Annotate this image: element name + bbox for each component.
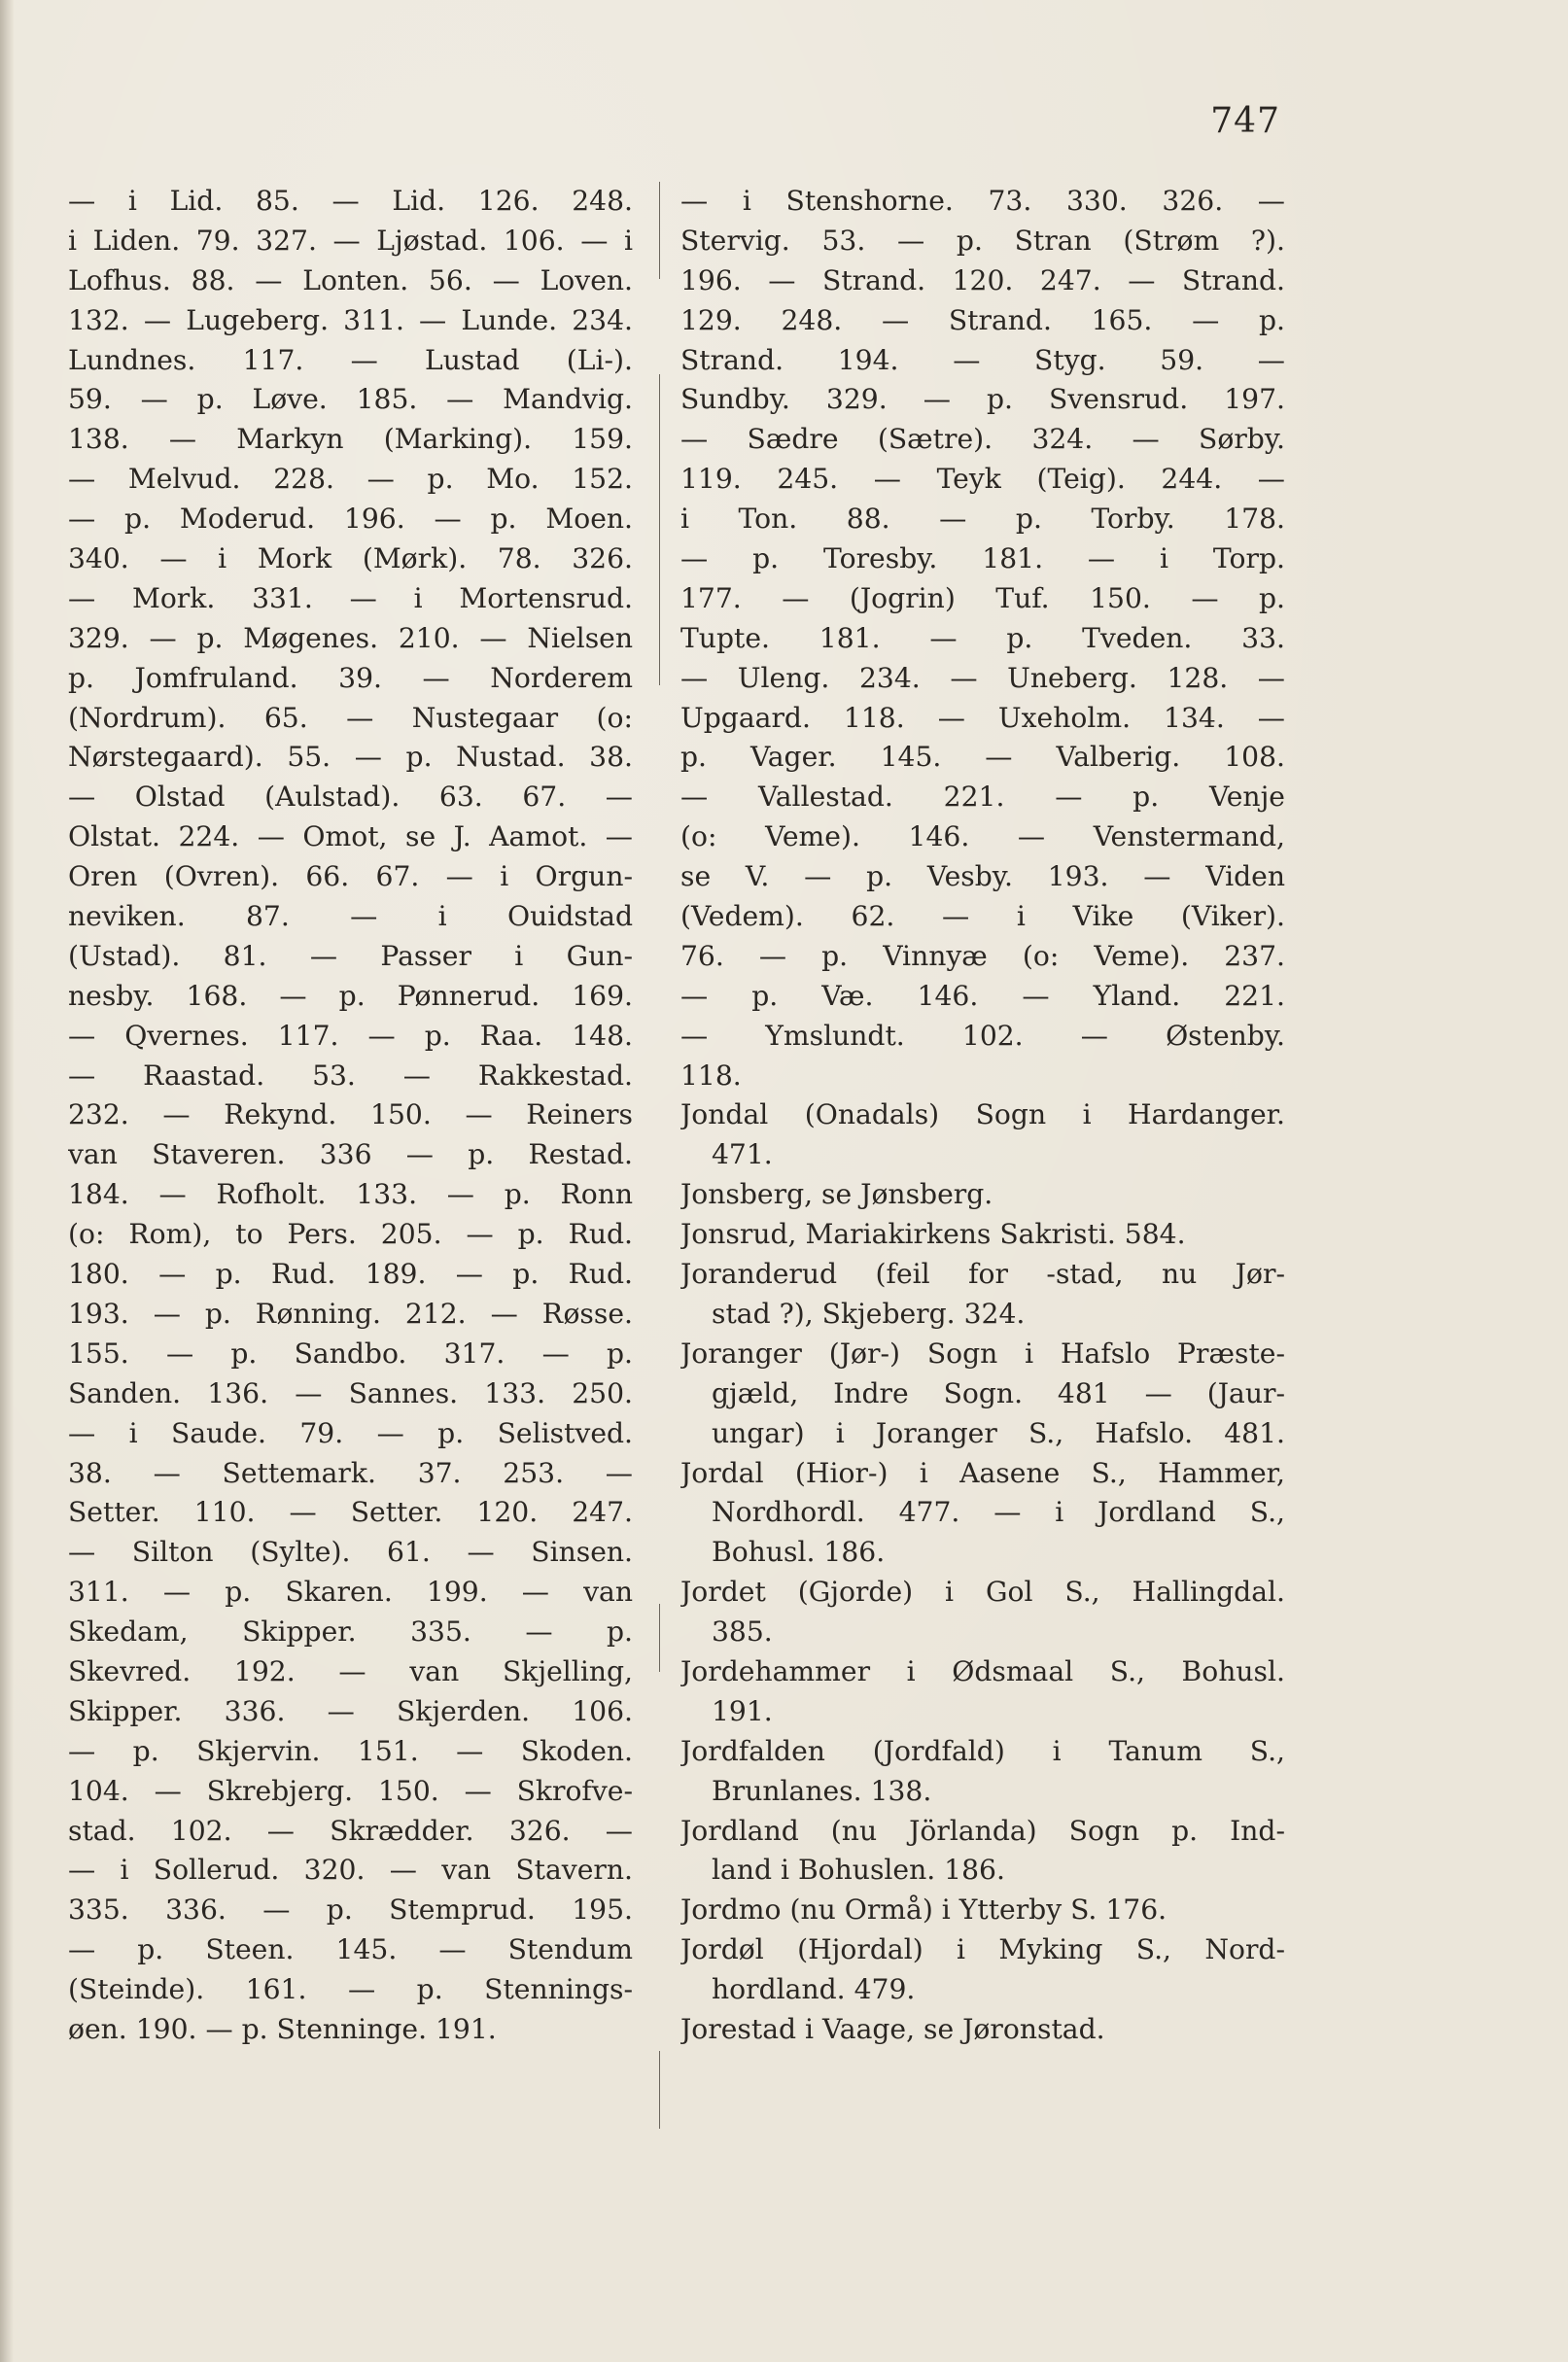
index-line: 104. — Skrebjerg. 150. — Skrofve- (68, 1774, 633, 1807)
index-line: — p. Skjervin. 151. — Skoden. (68, 1734, 633, 1767)
index-line: 138. — Markyn (Marking). 159. (68, 423, 633, 456)
index-line: — p. Steen. 145. — Stendum (68, 1933, 633, 1966)
index-line: Tupte. 181. — p. Tveden. 33. (680, 621, 1285, 654)
index-line: Upgaard. 118. — Uxeholm. 134. — (680, 701, 1285, 734)
index-line: — Raastad. 53. — Rakkestad. (68, 1059, 633, 1092)
index-line: — i Sollerud. 320. — van Stavern. (68, 1854, 633, 1887)
index-line: p. Jomfruland. 39. — Norderem (68, 661, 633, 694)
index-line: hordland. 479. (712, 1973, 916, 2006)
index-line: 191. (712, 1694, 773, 1727)
right-column (680, 182, 1285, 2050)
index-line: Skevred. 192. — van Skjelling, (68, 1654, 633, 1687)
index-line: 118. (680, 1059, 742, 1092)
index-line: nesby. 168. — p. Pønnerud. 169. (68, 979, 633, 1012)
index-line: Nordhordl. 477. — i Jordland S., (712, 1496, 1285, 1529)
index-line: 335. 336. — p. Stemprud. 195. (68, 1893, 633, 1927)
index-line: — i Saude. 79. — p. Selistved. (68, 1416, 633, 1449)
column-rule (659, 182, 660, 279)
index-line: (Steinde). 161. — p. Stennings- (68, 1973, 633, 2006)
index-line: 155. — p. Sandbo. 317. — p. (68, 1337, 633, 1370)
index-line: — Ymslundt. 102. — Østenby. (680, 1019, 1285, 1052)
index-line: 329. — p. Møgenes. 210. — Nielsen (68, 621, 633, 654)
index-line: 196. — Strand. 120. 247. — Strand. (680, 263, 1285, 296)
index-line: Sanden. 136. — Sannes. 133. 250. (68, 1376, 633, 1409)
index-line: 132. — Lugeberg. 311. — Lunde. 234. (68, 303, 633, 336)
column-rule (659, 1604, 660, 1672)
index-line: Jordland (nu Jörlanda) Sogn p. Ind- (680, 1814, 1285, 1847)
index-line: 76. — p. Vinnyæ (o: Veme). 237. (680, 939, 1285, 972)
index-line: Stervig. 53. — p. Stran (Strøm ?). (680, 224, 1285, 257)
index-line: øen. 190. — p. Stenninge. 191. (68, 2012, 497, 2045)
index-line: 311. — p. Skaren. 199. — van (68, 1576, 633, 1609)
index-line: — Sædre (Sætre). 324. — Sørby. (680, 423, 1285, 456)
index-line: (Nordrum). 65. — Nustegaar (o: (68, 701, 633, 734)
index-line: Sundby. 329. — p. Svensrud. 197. (680, 383, 1285, 416)
index-line: — p. Moderud. 196. — p. Moen. (68, 503, 633, 536)
index-line: Jordet (Gjorde) i Gol S., Hallingdal. (680, 1576, 1285, 1609)
index-line: — i Stenshorne. 73. 330. 326. — (680, 185, 1285, 217)
index-line: 471. (712, 1138, 773, 1171)
index-line: p. Vager. 145. — Valberig. 108. (680, 741, 1285, 774)
index-line: Joranger (Jør-) Sogn i Hafslo Præste- (680, 1337, 1285, 1370)
index-line: — Uleng. 234. — Uneberg. 128. — (680, 661, 1285, 694)
index-line: Nørstegaard). 55. — p. Nustad. 38. (68, 741, 633, 774)
index-line: stad. 102. — Skrædder. 326. — (68, 1814, 633, 1847)
index-line: Olstat. 224. — Omot, se J. Aamot. — (68, 820, 633, 853)
index-line: Skipper. 336. — Skjerden. 106. (68, 1694, 633, 1727)
index-line: Jordehammer i Ødsmaal S., Bohusl. (680, 1654, 1285, 1687)
index-line: — Mork. 331. — i Mortensrud. (68, 581, 633, 614)
index-line: Jondal (Onadals) Sogn i Hardanger. (680, 1098, 1285, 1131)
index-line: Lundnes. 117. — Lustad (Li-). (68, 343, 633, 376)
index-line: Strand. 194. — Styg. 59. — (680, 343, 1285, 376)
index-line: ungar) i Joranger S., Hafslo. 481. (712, 1416, 1285, 1449)
index-line: Jonsrud, Mariakirkens Sakristi. 584. (680, 1218, 1186, 1251)
index-line: Setter. 110. — Setter. 120. 247. (68, 1496, 633, 1529)
index-line: Jonsberg, se Jønsberg. (680, 1178, 993, 1211)
index-line: — Olstad (Aulstad). 63. 67. — (68, 781, 633, 814)
index-line: land i Bohuslen. 186. (712, 1854, 1005, 1887)
index-line: Skedam, Skipper. 335. — p. (68, 1615, 633, 1649)
index-line: 232. — Rekynd. 150. — Reiners (68, 1098, 633, 1131)
index-line: 184. — Rofholt. 133. — p. Ronn (68, 1178, 633, 1211)
index-line: 129. 248. — Strand. 165. — p. (680, 303, 1285, 336)
index-line: (Ustad). 81. — Passer i Gun- (68, 939, 633, 972)
index-line: 119. 245. — Teyk (Teig). 244. — (680, 463, 1285, 496)
index-line: Joranderud (feil for -stad, nu Jør- (680, 1258, 1285, 1291)
index-line: 177. — (Jogrin) Tuf. 150. — p. (680, 581, 1285, 614)
left-column (68, 182, 633, 2050)
index-line: Jordal (Hior-) i Aasene S., Hammer, (680, 1456, 1285, 1489)
index-line: 340. — i Mork (Mørk). 78. 326. (68, 542, 633, 575)
index-line: — p. Væ. 146. — Yland. 221. (680, 979, 1285, 1012)
index-line: Jorestad i Vaage, se Jøronstad. (680, 2012, 1105, 2045)
index-line: Jordøl (Hjordal) i Myking S., Nord- (680, 1933, 1285, 1966)
index-line: (o: Veme). 146. — Venstermand, (680, 820, 1285, 853)
index-line: Oren (Ovren). 66. 67. — i Orgun- (68, 860, 633, 893)
index-line: neviken. 87. — i Ouidstad (68, 900, 633, 933)
index-line: — Qvernes. 117. — p. Raa. 148. (68, 1019, 633, 1052)
index-line: — Vallestad. 221. — p. Venje (680, 781, 1285, 814)
index-line: 38. — Settemark. 37. 253. — (68, 1456, 633, 1489)
index-line: (o: Rom), to Pers. 205. — p. Rud. (68, 1218, 633, 1251)
column-rule (659, 2051, 660, 2129)
index-line: — p. Toresby. 181. — i Torp. (680, 542, 1285, 575)
index-line: Brunlanes. 138. (712, 1774, 932, 1807)
column-rule (659, 374, 660, 685)
index-line: Bohusl. 186. (712, 1536, 886, 1569)
page-binding-edge (0, 0, 14, 2362)
index-line: Lofhus. 88. — Lonten. 56. — Loven. (68, 263, 633, 296)
index-line: 385. (712, 1615, 773, 1649)
index-line: van Staveren. 336 — p. Restad. (68, 1138, 633, 1171)
index-line: 180. — p. Rud. 189. — p. Rud. (68, 1258, 633, 1291)
index-line: se V. — p. Vesby. 193. — Viden (680, 860, 1285, 893)
index-line: i Ton. 88. — p. Torby. 178. (680, 503, 1285, 536)
index-line: 59. — p. Løve. 185. — Mandvig. (68, 383, 633, 416)
index-line: Jordfalden (Jordfald) i Tanum S., (680, 1734, 1285, 1767)
index-line: i Liden. 79. 327. — Ljøstad. 106. — i (68, 224, 633, 257)
index-line: gjæld, Indre Sogn. 481 — (Jaur- (712, 1376, 1285, 1409)
index-line: stad ?), Skjeberg. 324. (712, 1297, 1026, 1330)
index-line: 193. — p. Rønning. 212. — Røsse. (68, 1297, 633, 1330)
page-number: 747 (1210, 101, 1280, 141)
index-line: Jordmo (nu Ormå) i Ytterby S. 176. (680, 1893, 1167, 1927)
index-line: — Silton (Sylte). 61. — Sinsen. (68, 1536, 633, 1569)
index-line: (Vedem). 62. — i Vike (Viker). (680, 900, 1285, 933)
index-line: — Melvud. 228. — p. Mo. 152. (68, 463, 633, 496)
index-line: — i Lid. 85. — Lid. 126. 248. (68, 185, 633, 217)
